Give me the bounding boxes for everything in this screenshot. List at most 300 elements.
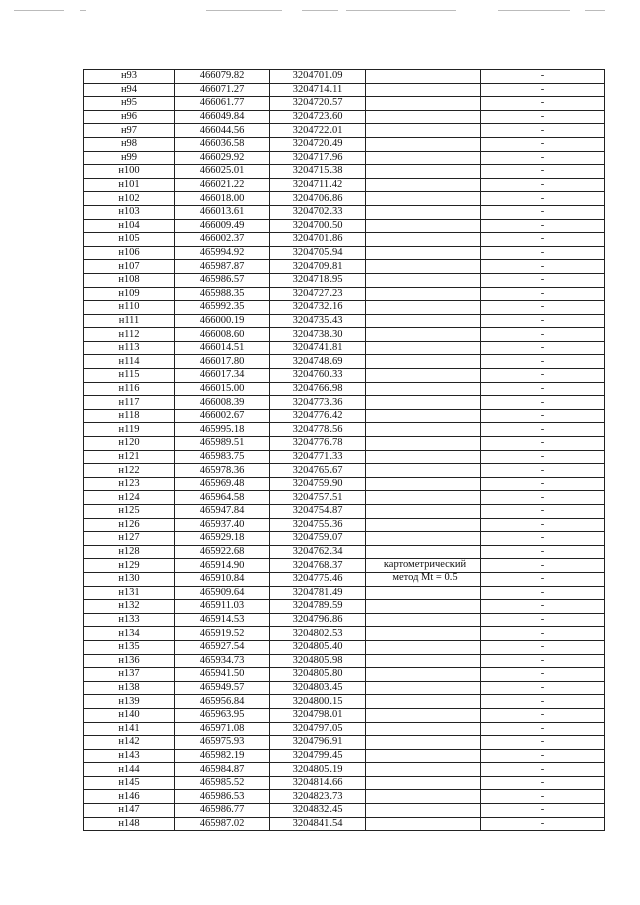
table-row (84, 600, 605, 614)
method-cell (366, 736, 481, 750)
x-coordinate-cell: 465975.93 (175, 736, 270, 750)
y-coordinate-cell: 3204760.33 (270, 369, 366, 383)
table-row (84, 491, 605, 505)
dash-cell: - (481, 409, 605, 423)
point-id-cell: н121 (84, 450, 175, 464)
table-row (84, 423, 605, 437)
dash-cell: - (481, 600, 605, 614)
y-coordinate-cell: 3204718.95 (270, 273, 366, 287)
method-cell (366, 749, 481, 763)
y-coordinate-cell: 3204735.43 (270, 314, 366, 328)
table-row (84, 409, 605, 423)
y-coordinate-cell: 3204709.81 (270, 260, 366, 274)
method-note: картометрический метод Mt = 0.5 (383, 559, 467, 583)
method-cell (366, 545, 481, 559)
method-cell (366, 382, 481, 396)
point-id-cell: н128 (84, 545, 175, 559)
method-cell (366, 708, 481, 722)
method-cell (366, 532, 481, 546)
x-coordinate-cell: 466008.60 (175, 328, 270, 342)
x-coordinate-cell: 465971.08 (175, 722, 270, 736)
x-coordinate-cell: 466071.27 (175, 83, 270, 97)
x-coordinate-cell: 466021.22 (175, 178, 270, 192)
point-id-cell: н136 (84, 654, 175, 668)
table-row (84, 545, 605, 559)
point-id-cell: н102 (84, 192, 175, 206)
y-coordinate-cell: 3204702.33 (270, 205, 366, 219)
method-cell (366, 301, 481, 315)
y-coordinate-cell: 3204754.87 (270, 505, 366, 519)
y-coordinate-cell: 3204762.34 (270, 545, 366, 559)
dash-cell: - (481, 695, 605, 709)
dash-cell: - (481, 219, 605, 233)
y-coordinate-cell: 3204717.96 (270, 151, 366, 165)
point-id-cell: н116 (84, 382, 175, 396)
dash-cell: - (481, 532, 605, 546)
dash-cell: - (481, 70, 605, 84)
point-id-cell: н104 (84, 219, 175, 233)
y-coordinate-cell: 3204776.78 (270, 437, 366, 451)
table-row (84, 314, 605, 328)
x-coordinate-cell: 465988.35 (175, 287, 270, 301)
dash-cell: - (481, 586, 605, 600)
method-cell (366, 137, 481, 151)
y-coordinate-cell: 3204805.19 (270, 763, 366, 777)
y-coordinate-cell: 3204789.59 (270, 600, 366, 614)
method-cell (366, 355, 481, 369)
dash-cell: - (481, 246, 605, 260)
dash-cell: - (481, 559, 605, 573)
x-coordinate-cell: 465978.36 (175, 464, 270, 478)
y-coordinate-cell: 3204748.69 (270, 355, 366, 369)
x-coordinate-cell: 466002.37 (175, 233, 270, 247)
dash-cell: - (481, 722, 605, 736)
method-cell (366, 763, 481, 777)
table-row (84, 613, 605, 627)
dash-cell: - (481, 97, 605, 111)
x-coordinate-cell: 465986.53 (175, 790, 270, 804)
y-coordinate-cell: 3204700.50 (270, 219, 366, 233)
x-coordinate-cell: 465992.35 (175, 301, 270, 315)
table-row (84, 654, 605, 668)
dash-cell: - (481, 423, 605, 437)
x-coordinate-cell: 466015.00 (175, 382, 270, 396)
table-row (84, 681, 605, 695)
point-id-cell: н122 (84, 464, 175, 478)
method-cell (366, 518, 481, 532)
dash-cell: - (481, 273, 605, 287)
x-coordinate-cell: 465983.75 (175, 450, 270, 464)
method-cell (366, 97, 481, 111)
y-coordinate-cell: 3204727.23 (270, 287, 366, 301)
dash-cell: - (481, 749, 605, 763)
dash-cell: - (481, 260, 605, 274)
point-id-cell: н107 (84, 260, 175, 274)
table-row (84, 165, 605, 179)
x-coordinate-cell: 465947.84 (175, 505, 270, 519)
x-coordinate-cell: 465929.18 (175, 532, 270, 546)
method-cell (366, 219, 481, 233)
point-id-cell: н137 (84, 668, 175, 682)
table-row (84, 110, 605, 124)
point-id-cell: н148 (84, 817, 175, 831)
x-coordinate-cell: 466079.82 (175, 70, 270, 84)
point-id-cell: н110 (84, 301, 175, 315)
method-cell (366, 491, 481, 505)
method-cell (366, 409, 481, 423)
point-id-cell: н106 (84, 246, 175, 260)
point-id-cell: н98 (84, 137, 175, 151)
coordinates-table (83, 69, 605, 831)
table-row (84, 246, 605, 260)
table-row (84, 341, 605, 355)
table-row (84, 790, 605, 804)
method-cell (366, 151, 481, 165)
method-cell (366, 817, 481, 831)
y-coordinate-cell: 3204723.60 (270, 110, 366, 124)
method-cell (366, 83, 481, 97)
point-id-cell: н95 (84, 97, 175, 111)
table-row (84, 464, 605, 478)
x-coordinate-cell: 465914.53 (175, 613, 270, 627)
point-id-cell: н99 (84, 151, 175, 165)
dash-cell: - (481, 763, 605, 777)
y-coordinate-cell: 3204797.05 (270, 722, 366, 736)
x-coordinate-cell: 465987.02 (175, 817, 270, 831)
x-coordinate-cell: 466036.58 (175, 137, 270, 151)
point-id-cell: н142 (84, 736, 175, 750)
dash-cell: - (481, 790, 605, 804)
method-cell (366, 314, 481, 328)
point-id-cell: н117 (84, 396, 175, 410)
dash-cell: - (481, 287, 605, 301)
x-coordinate-cell: 466061.77 (175, 97, 270, 111)
table-row (84, 817, 605, 831)
table-row (84, 695, 605, 709)
table-row (84, 627, 605, 641)
table-row (84, 178, 605, 192)
point-id-cell: н120 (84, 437, 175, 451)
y-coordinate-cell: 3204814.66 (270, 776, 366, 790)
y-coordinate-cell: 3204776.42 (270, 409, 366, 423)
y-coordinate-cell: 3204720.57 (270, 97, 366, 111)
method-cell (366, 260, 481, 274)
y-coordinate-cell: 3204711.42 (270, 178, 366, 192)
table-row (84, 450, 605, 464)
y-coordinate-cell: 3204705.94 (270, 246, 366, 260)
x-coordinate-cell: 465949.57 (175, 681, 270, 695)
method-cell (366, 477, 481, 491)
table-row (84, 355, 605, 369)
point-id-cell: н93 (84, 70, 175, 84)
x-coordinate-cell: 465919.52 (175, 627, 270, 641)
x-coordinate-cell: 466013.61 (175, 205, 270, 219)
y-coordinate-cell: 3204765.67 (270, 464, 366, 478)
dash-cell: - (481, 627, 605, 641)
dash-cell: - (481, 505, 605, 519)
y-coordinate-cell: 3204759.07 (270, 532, 366, 546)
x-coordinate-cell: 465986.77 (175, 804, 270, 818)
dash-cell: - (481, 165, 605, 179)
method-cell (366, 192, 481, 206)
x-coordinate-cell: 465982.19 (175, 749, 270, 763)
y-coordinate-cell: 3204768.37 (270, 559, 366, 573)
x-coordinate-cell: 465909.64 (175, 586, 270, 600)
point-id-cell: н143 (84, 749, 175, 763)
table-row (84, 396, 605, 410)
method-cell (366, 205, 481, 219)
dash-cell: - (481, 301, 605, 315)
method-cell (366, 600, 481, 614)
table-row (84, 273, 605, 287)
table-row (84, 736, 605, 750)
y-coordinate-cell: 3204738.30 (270, 328, 366, 342)
x-coordinate-cell: 466017.80 (175, 355, 270, 369)
method-cell (366, 586, 481, 600)
x-coordinate-cell: 465910.84 (175, 572, 270, 586)
dash-cell: - (481, 110, 605, 124)
point-id-cell: н115 (84, 369, 175, 383)
method-cell (366, 165, 481, 179)
table-row (84, 776, 605, 790)
table-row (84, 708, 605, 722)
y-coordinate-cell: 3204715.38 (270, 165, 366, 179)
point-id-cell: н125 (84, 505, 175, 519)
table-row (84, 572, 605, 586)
x-coordinate-cell: 466049.84 (175, 110, 270, 124)
method-cell (366, 804, 481, 818)
point-id-cell: н127 (84, 532, 175, 546)
table-row (84, 328, 605, 342)
dash-cell: - (481, 341, 605, 355)
dash-cell: - (481, 450, 605, 464)
table-row (84, 219, 605, 233)
y-coordinate-cell: 3204778.56 (270, 423, 366, 437)
table-row (84, 668, 605, 682)
table-row (84, 260, 605, 274)
y-coordinate-cell: 3204823.73 (270, 790, 366, 804)
table-row (84, 586, 605, 600)
table-row (84, 124, 605, 138)
point-id-cell: н139 (84, 695, 175, 709)
table-row (84, 518, 605, 532)
table-row (84, 192, 605, 206)
method-cell (366, 613, 481, 627)
dash-cell: - (481, 83, 605, 97)
x-coordinate-cell: 466002.67 (175, 409, 270, 423)
y-coordinate-cell: 3204757.51 (270, 491, 366, 505)
point-id-cell: н96 (84, 110, 175, 124)
table-row (84, 437, 605, 451)
point-id-cell: н114 (84, 355, 175, 369)
y-coordinate-cell: 3204803.45 (270, 681, 366, 695)
method-cell (366, 722, 481, 736)
x-coordinate-cell: 465994.92 (175, 246, 270, 260)
point-id-cell: н138 (84, 681, 175, 695)
y-coordinate-cell: 3204771.33 (270, 450, 366, 464)
method-cell (366, 233, 481, 247)
y-coordinate-cell: 3204759.90 (270, 477, 366, 491)
table-row (84, 382, 605, 396)
x-coordinate-cell: 465934.73 (175, 654, 270, 668)
dash-cell: - (481, 518, 605, 532)
y-coordinate-cell: 3204799.45 (270, 749, 366, 763)
dash-cell: - (481, 668, 605, 682)
point-id-cell: н134 (84, 627, 175, 641)
x-coordinate-cell: 465963.95 (175, 708, 270, 722)
dash-cell: - (481, 572, 605, 586)
dash-cell: - (481, 192, 605, 206)
y-coordinate-cell: 3204800.15 (270, 695, 366, 709)
method-cell (366, 124, 481, 138)
table-row (84, 763, 605, 777)
method-cell (366, 464, 481, 478)
x-coordinate-cell: 465985.52 (175, 776, 270, 790)
point-id-cell: н141 (84, 722, 175, 736)
table-row (84, 559, 605, 573)
method-cell (366, 776, 481, 790)
y-coordinate-cell: 3204720.49 (270, 137, 366, 151)
table-row (84, 369, 605, 383)
table-row (84, 151, 605, 165)
y-coordinate-cell: 3204805.40 (270, 640, 366, 654)
x-coordinate-cell: 465914.90 (175, 559, 270, 573)
x-coordinate-cell: 466014.51 (175, 341, 270, 355)
point-id-cell: н111 (84, 314, 175, 328)
y-coordinate-cell: 3204796.86 (270, 613, 366, 627)
dash-cell: - (481, 545, 605, 559)
y-coordinate-cell: 3204805.80 (270, 668, 366, 682)
dash-cell: - (481, 314, 605, 328)
point-id-cell: н130 (84, 572, 175, 586)
x-coordinate-cell: 465927.54 (175, 640, 270, 654)
point-id-cell: н145 (84, 776, 175, 790)
y-coordinate-cell: 3204741.81 (270, 341, 366, 355)
table-row (84, 70, 605, 84)
method-cell (366, 178, 481, 192)
x-coordinate-cell: 465956.84 (175, 695, 270, 709)
dash-cell: - (481, 437, 605, 451)
y-coordinate-cell: 3204732.16 (270, 301, 366, 315)
dash-cell: - (481, 654, 605, 668)
dash-cell: - (481, 382, 605, 396)
x-coordinate-cell: 466008.39 (175, 396, 270, 410)
table-row (84, 287, 605, 301)
y-coordinate-cell: 3204773.36 (270, 396, 366, 410)
method-cell (366, 396, 481, 410)
method-cell (366, 627, 481, 641)
point-id-cell: н112 (84, 328, 175, 342)
point-id-cell: н113 (84, 341, 175, 355)
point-id-cell: н118 (84, 409, 175, 423)
point-id-cell: н147 (84, 804, 175, 818)
point-id-cell: н103 (84, 205, 175, 219)
dash-cell: - (481, 736, 605, 750)
x-coordinate-cell: 465941.50 (175, 668, 270, 682)
dash-cell: - (481, 817, 605, 831)
point-id-cell: н123 (84, 477, 175, 491)
method-cell (366, 328, 481, 342)
dash-cell: - (481, 137, 605, 151)
table-row (84, 205, 605, 219)
point-id-cell: н124 (84, 491, 175, 505)
x-coordinate-cell: 465937.40 (175, 518, 270, 532)
dash-cell: - (481, 776, 605, 790)
table-row (84, 137, 605, 151)
dash-cell: - (481, 804, 605, 818)
table-row (84, 749, 605, 763)
point-id-cell: н140 (84, 708, 175, 722)
x-coordinate-cell: 466017.34 (175, 369, 270, 383)
y-coordinate-cell: 3204755.36 (270, 518, 366, 532)
dash-cell: - (481, 640, 605, 654)
x-coordinate-cell: 466029.92 (175, 151, 270, 165)
point-id-cell: н132 (84, 600, 175, 614)
method-cell (366, 654, 481, 668)
table-row (84, 532, 605, 546)
method-cell (366, 341, 481, 355)
point-id-cell: н105 (84, 233, 175, 247)
point-id-cell: н94 (84, 83, 175, 97)
x-coordinate-cell: 466009.49 (175, 219, 270, 233)
point-id-cell: н108 (84, 273, 175, 287)
method-cell (366, 369, 481, 383)
y-coordinate-cell: 3204775.46 (270, 572, 366, 586)
point-id-cell: н100 (84, 165, 175, 179)
method-cell (366, 70, 481, 84)
x-coordinate-cell: 465995.18 (175, 423, 270, 437)
method-cell (366, 681, 481, 695)
dash-cell: - (481, 355, 605, 369)
dash-cell: - (481, 491, 605, 505)
method-cell (366, 668, 481, 682)
dash-cell: - (481, 477, 605, 491)
table-row (84, 722, 605, 736)
dash-cell: - (481, 178, 605, 192)
method-cell (366, 273, 481, 287)
method-cell (366, 423, 481, 437)
x-coordinate-cell: 465964.58 (175, 491, 270, 505)
y-coordinate-cell: 3204766.98 (270, 382, 366, 396)
point-id-cell: н101 (84, 178, 175, 192)
scan-header-artifact (0, 8, 640, 14)
dash-cell: - (481, 396, 605, 410)
y-coordinate-cell: 3204714.11 (270, 83, 366, 97)
dash-cell: - (481, 205, 605, 219)
table-row (84, 233, 605, 247)
x-coordinate-cell: 465922.68 (175, 545, 270, 559)
table-row (84, 83, 605, 97)
x-coordinate-cell: 465984.87 (175, 763, 270, 777)
dash-cell: - (481, 124, 605, 138)
dash-cell: - (481, 681, 605, 695)
x-coordinate-cell: 466000.19 (175, 314, 270, 328)
method-cell (366, 505, 481, 519)
method-cell (366, 640, 481, 654)
method-cell (366, 437, 481, 451)
point-id-cell: н126 (84, 518, 175, 532)
dash-cell: - (481, 233, 605, 247)
table-row (84, 640, 605, 654)
method-cell (366, 110, 481, 124)
y-coordinate-cell: 3204796.91 (270, 736, 366, 750)
table-row (84, 804, 605, 818)
y-coordinate-cell: 3204706.86 (270, 192, 366, 206)
method-cell (366, 695, 481, 709)
point-id-cell: н144 (84, 763, 175, 777)
y-coordinate-cell: 3204805.98 (270, 654, 366, 668)
method-cell (366, 790, 481, 804)
